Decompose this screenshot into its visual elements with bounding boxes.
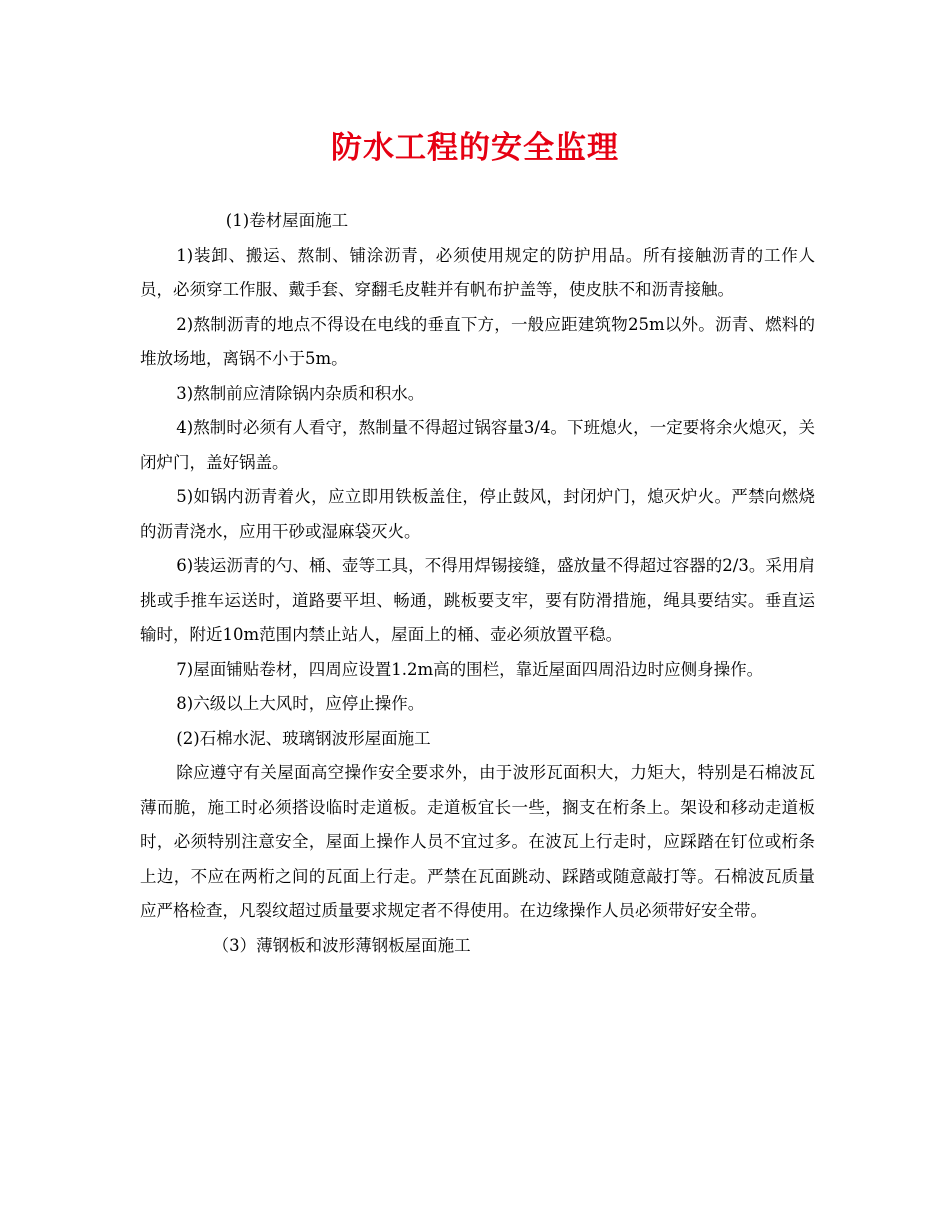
paragraph-item-4: 4)熬制时必须有人看守，熬制量不得超过锅容量3/4。下班熄火，一定要将余火熄灭，关闭炉门，盖好锅盖。: [140, 418, 815, 472]
document-body: [140, 204, 815, 963]
paragraph-item-7: 7)屋面铺贴卷材，四周应设置1.2m高的围栏，靠近屋面四周沿边时应侧身操作。: [176, 659, 764, 679]
section-heading-roll-roofing: (1)卷材屋面施工: [225, 211, 349, 230]
paragraph-item-2: 2)熬制沥青的地点不得设在电线的垂直下方，一般应距建筑物25m以外。沥青、燃料的堆放场地，离锅不小于5m。: [140, 314, 815, 368]
paragraph-item-6: 6)装运沥青的勺、桶、壶等工具，不得用焊锡接缝，盛放量不得超过容器的2/3。采用肩挑或手推车运送时，道路要平坦、畅通，跳板要支牢，要有防滑措施，绳具要结实。垂直运输时，附近10m范围内禁止站人，屋面上的桶、壶必须放置平稳。: [140, 556, 815, 644]
section-heading-corrugated-roofing: (2)石棉水泥、玻璃钢波形屋面施工: [176, 728, 431, 748]
document-title: 防水工程的安全监理: [331, 130, 619, 166]
paragraph-item-8: 8)六级以上大风时，应停止操作。: [176, 694, 425, 713]
paragraph-item-3: 3)熬制前应清除锅内杂质和积水。: [176, 383, 425, 403]
paragraph-item-1: 1)装卸、搬运、熬制、铺涂沥青，必须使用规定的防护用品。所有接触沥青的工作人员，必须穿工作服、戴手套、穿翻毛皮鞋并有帆布护盖等，使皮肤不和沥青接触。: [140, 245, 815, 299]
paragraph-item-5: 5)如锅内沥青着火，应立即用铁板盖住，停止鼓风，封闭炉门，熄灭炉火。严禁向燃烧的沥青浇水，应用干砂或湿麻袋灭火。: [140, 487, 815, 541]
section-heading-steel-roofing: （3）薄钢板和波形薄钢板屋面施工: [212, 935, 471, 955]
paragraph-corrugated-roofing: 除应遵守有关屋面高空操作安全要求外，由于波形瓦面积大，力矩大，特别是石棉波瓦薄而脆，施工时必须搭设临时走道板。走道板宜长一些，搁支在桁条上。架设和移动走道板时，必须特别注意安全，屋面上操作人员不宜过多。在波瓦上行走时，应踩踏在钉位或桁条上边，不应在两桁之间的瓦面上行走。严禁在瓦面跳动、踩踏或随意敲打等。石棉波瓦质量应严格检查，凡裂纹超过质量要求规定者不得使用。在边缘操作人员必须带好安全带。: [140, 763, 815, 920]
